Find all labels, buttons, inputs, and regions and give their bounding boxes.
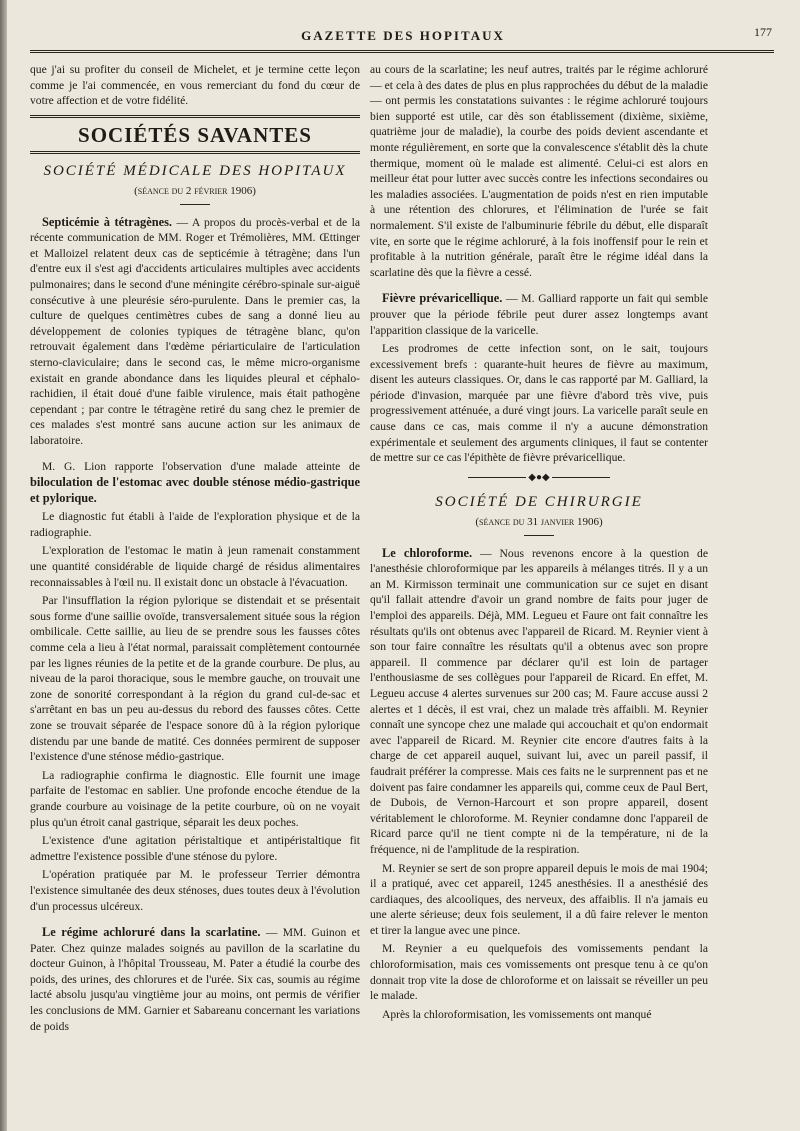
article-paragraph	[30, 459, 360, 506]
section-rule-bottom	[30, 151, 360, 154]
society-heading: SOCIÉTÉ MÉDICALE DES HOPITAUX	[43, 163, 347, 180]
left-column	[30, 62, 360, 1037]
short-rule	[524, 535, 554, 536]
article-body: — A propos du procès-verbal et de la récente communication de MM. Roger et Trémolières, MM. Œttinger et Malloizel relatent deux cas de septicémie à tétragène; dans l'un d'entre eux il s'est agi d'accidents articulaires multiples avec accidents pulmonaires; dans le second d'une méningite cérébro-spinale sur-aiguë consécutive à une pleurésie séro-purulente. Dans le premier cas, la culture de quelques centimètres cubes de sang a donné lieu au développement de colonies typiques de tétragène blanc, qu'on retrouvait également dans l'œdème périarticulaire de l'articulation sterno-claviculaire; dans le second cas, le même micro-organisme existait en grande abondance dans les liquides pleural et céphalo-rachidien, il était doué d'une faible virulence, mais était pathogène cependant ; par contre le tétragène retiré du sang chez le premier de ces malades s'est montré sans aucune action sur les animaux de laboratoire.	[30, 215, 360, 447]
article-paragraph	[370, 546, 708, 858]
article-title: Fièvre prévaricellique.	[382, 291, 503, 306]
article-title: Le régime achloruré dans la scarlatine.	[42, 925, 261, 940]
article-lead: M. G. Lion rapporte l'observation d'une malade atteinte de	[42, 460, 360, 474]
short-rule	[180, 204, 210, 205]
article-body: — MM. Guinon et Pater. Chez quinze malades soignés au pavillon de la scarlatine du docteur Guinon, à l'hôpital Trousseau, M. Pater a étudié la courbe des poids, des urines, des chlorures et de l'urée. Six cas, soumis au régime lacté absolu jusqu'au vingtième jour au moins, ont permis de vérifier les conclusions de MM. Garnier et Sabareanu concernant les variations de poids	[30, 926, 360, 1033]
section-rule-top	[30, 115, 360, 118]
article-paragraph: Le diagnostic fut établi à l'aide de l'exploration physique et de la radiographie.	[30, 510, 360, 539]
article-body: — M. Galliard rapporte un fait qui semble prouver que la période fébrile peut durer assez longtemps avant l'apparition classique de la varicelle.	[370, 292, 708, 337]
header-rule	[30, 50, 774, 53]
article-paragraph: Les prodromes de cette infection sont, on le sait, toujours excessivement brefs : quarante-huit heures de fièvre au maximum, disent les auteurs classiques. Or, dans le cas rapporté par M. Galliard, la période d'invasion, marquée par une fièvre d'abord très vive, puis progressivement atténuée, a duré vingt jours. La varicelle paraît seule en cause dans ce cas, mais comme il n'y a aucune démonstration expérimentale et seulement des arguments cliniques, il faut se contenter de mettre sur ce cas l'épithète de fièvre prévaricellique.	[370, 342, 708, 465]
running-head	[30, 25, 776, 48]
ornament-divider: ◆●◆	[370, 470, 708, 486]
section-title: SOCIÉTÉS SAVANTES	[78, 122, 312, 147]
article-paragraph: M. Reynier se sert de son propre appareil depuis le mois de mai 1904; il a pratiqué, avec cet appareil, 1245 anesthésies. Il a anesthésié des cardiaques, des alcooliques, des nerveux, des affaiblis. Il n'a jamais eu une alerte sérieuse; deux fois seulement, il a dû faire relever le menton et tirer la langue avec une pince.	[370, 861, 708, 937]
article-continuation: au cours de la scarlatine; les neuf autres, traités par le régime achloruré — et cela à des dates de plus en plus rapprochées du début de la maladie — ont permis les constatations suivantes : le régime achloruré toujours bien supporté est utile, car dès son établissement (dixième, sixième, quatrième jour de maladie), la courbe des poids devient ascendante et monte régulièrement, en sorte que la convalescence s'établit dès la chute thermique, moment où le malade est alimenté. Celui-ci est alors en meilleur état pour lutter avec succès contre les infections secondaires ou les maladies associées. L'augmentation de poids n'est en rien imputable à une rétention des chlorures, et l'élimination de l'urée se fait normalement. S'il existe de l'albuminurie fébrile du début, elle disparaît vite, en sorte que le régime achloruré, à la fois inoffensif pour le rein et profitable à la nutrition générale, paraît être le régime idéal dans la scarlatine dès que la fièvre a cessé.	[370, 63, 708, 279]
article-paragraph	[30, 925, 360, 1034]
session-date: (séance du 31 janvier 1906)	[475, 516, 603, 529]
article-paragraph: L'exploration de l'estomac le matin à jeun ramenait constamment une quantité considérable de liquide chargé de résidus alimentaires reconnaissables à l'œil nu. Il existait donc un obstacle à l'évacuation.	[30, 544, 360, 589]
article-paragraph: Par l'insufflation la région pylorique se distendait et se présentait sous forme d'une saillie ovoïde, transversalement située sous la région ombilicale. Cette saillie, au lieu de se prendre sous les fausses côtes comme cela a lieu à l'état normal, paraissait complètement contournée par les lignes réunies de la petite et de la grande courbure. De plus, au niveau de la paroi thoracique, sous le membre gauche, on trouvait une zone de sonorité correspondant à la région du grand cul-de-sac et s'arrêtant en bas un peu au-dessus du rebord des fausses côtes. Cette zone se trouvait séparée de l'espace sonore dû à la région pylorique distendu par une bande de matité. Ces données permirent de supposer l'existence d'une sténose médio-gastrique.	[30, 594, 360, 764]
page-number: 177	[754, 25, 772, 39]
article-title: Le chloroforme.	[382, 545, 473, 560]
binding-gutter	[0, 0, 7, 1131]
society-heading: SOCIÉTÉ DE CHIRURGIE	[435, 494, 643, 511]
session-date: (séance du 2 février 1906)	[134, 184, 256, 197]
article-title: biloculation de l'estomac avec double sténose médio-gastrique et pylorique.	[30, 475, 360, 505]
intro-paragraph: que j'ai su profiter du conseil de Michelet, et je termine cette leçon comme je l'ai commencée, en vous remerciant du fond du cœur de votre affection et de votre fidélité.	[30, 63, 360, 108]
article-paragraph: Après la chloroformisation, les vomissements ont manqué	[382, 1007, 652, 1021]
article-title: Septicémie à tétragènes.	[42, 214, 173, 229]
article-paragraph	[370, 291, 708, 338]
article-paragraph: La radiographie confirma le diagnostic. Elle fournit une image parfaite de l'estomac en sablier. Une profonde encoche étendue de la grande courbure au voisinage de la petite courbure, où on ne voyait plus qu'un étroit canal gastrique, séparait les deux poches.	[30, 768, 360, 829]
article-paragraph: M. Reynier a eu quelquefois des vomissements pendant la chloroformisation, mais ces vomissements ont presque tenu à ce qu'on donnait trop vite la dose de chloroforme et on laissait se réveiller un peu le malade.	[370, 942, 708, 1003]
running-title: GAZETTE DES HOPITAUX	[301, 28, 505, 43]
right-column	[370, 62, 708, 1025]
article-paragraph: L'opération pratiquée par M. le professeur Terrier démontra l'existence simultanée des deux sténoses, dues toutes deux à l'évolution d'un processus ulcéreux.	[30, 868, 361, 913]
article-body: — Nous revenons encore à la question de l'anesthésie chloroformique par les appareils à mélanges titrés. Il y a un an M. Kirmisson terminait une communication sur ce sujet en disant qu'il fallait attendre d'avoir un grand nombre de faits pour juger de l'emploi des appareils. Déjà, MM. Legueu et Faure ont fait connaître les résultats qu'ils ont obtenus avec l'appareil de Ricard. M. Reynier vient à son tour faire connaître les résultats qu'il a obtenus avec son propre appareil. Il commence par déclarer qu'il est loin de partager l'enthousiasme de ses collègues pour l'appareil de Ricard. En effet, M. Legueu accuse 4 alertes survenues sur 200 cas; M. Faure accuse aussi 2 alertes et 1 décès, il est vrai, chez un malade très affaibli. M. Reynier connaît une syncope chez une malade qui accouchait et qu'on endormait avec l'appareil de Ricard. M. Reynier cite encore d'autres faits à la charge de cet appareil auquel, suivant lui, avec un pareil passif, il faudrait préférer la compresse. Mais ces faits ne le surprennent pas et ne doivent pas faire condamner les appareils qui, comme ceux de Paul Bert, de Dubois, de Vernon-Harcourt et son propre appareil, dosent véritablement le chloroforme. M. Reynier condamne donc l'appareil de Ricard parce qu'il ne tient compte ni de la température, ni de la fréquence, ni de l'amplitude de la respiration.	[370, 546, 708, 856]
article-paragraph	[30, 215, 360, 449]
article-paragraph: L'existence d'une agitation péristaltique et antipéristaltique fit admettre l'existence possible d'une sténose du pylore.	[30, 834, 360, 863]
